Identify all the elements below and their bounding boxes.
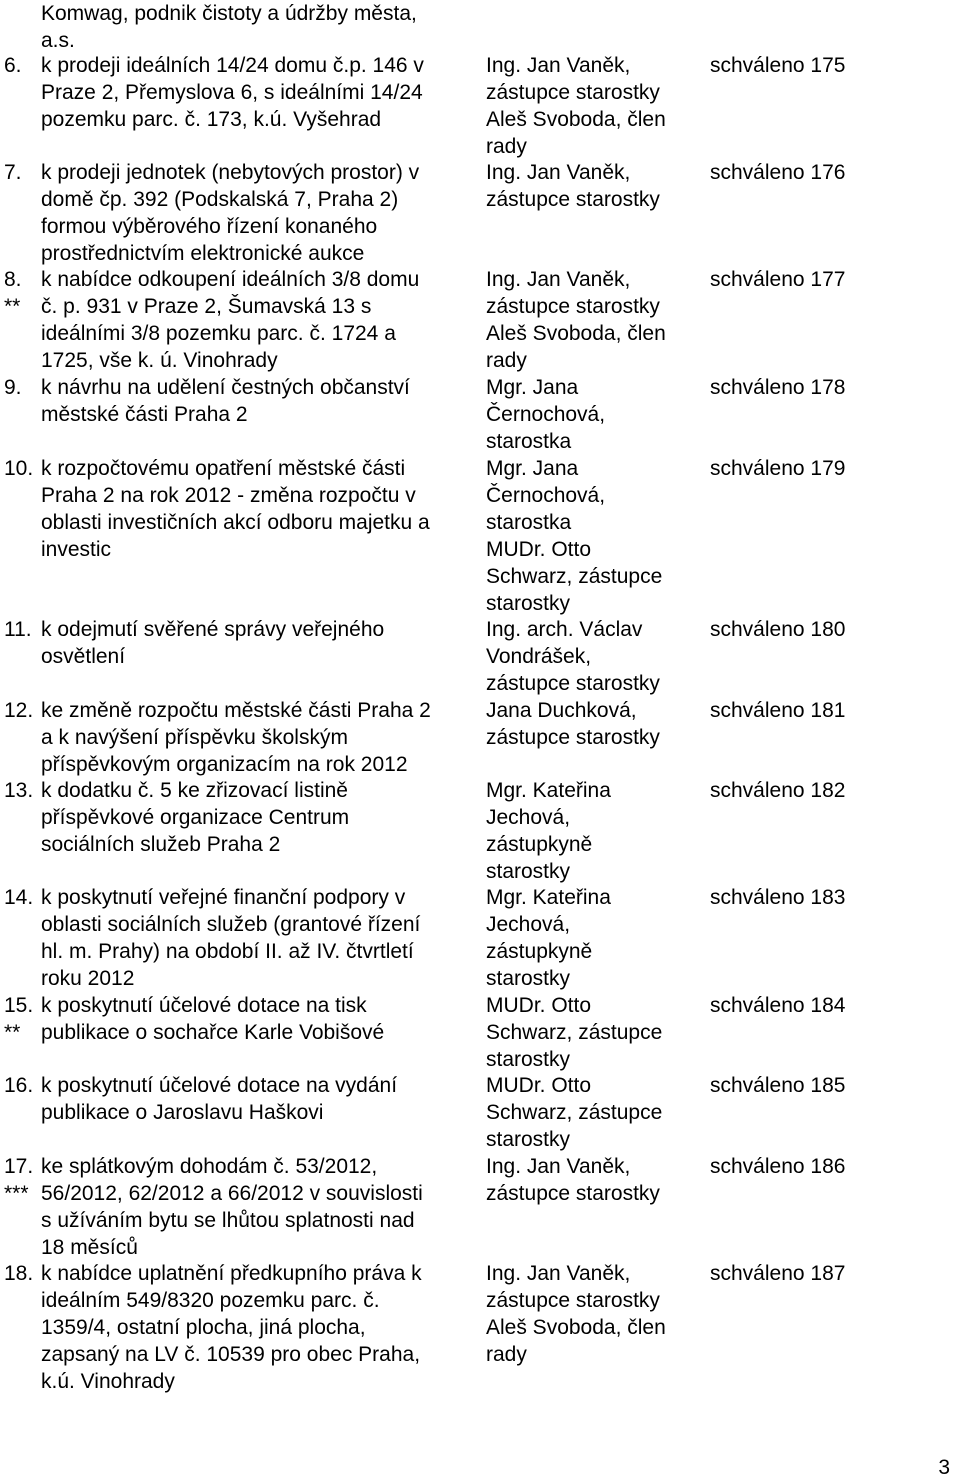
item-presenter: Ing. Jan Vaněk, zástupce starostky Aleš Svoboda, člen rady [486,1262,666,1366]
item-number: 9. [4,376,22,399]
item-result: schváleno 175 [710,54,846,77]
item-result: schváleno 177 [710,268,846,291]
item-subject: ke změně rozpočtu městské části Praha 2 a k navýšení příspěvku školským příspěvkovým organizacím na rok 2012 [41,699,431,776]
item-result: schváleno 186 [710,1155,846,1178]
item-subject: k prodeji jednotek (nebytových prostor) v domě čp. 392 (Podskalská 7, Praha 2) formou výběrového řízení konaného prostřednictvím elektronické aukce [41,161,420,265]
item-subject: k nabídce uplatnění předkupního práva k ideálním 549/8320 pozemku parc. č. 1359/4, ostatní plocha, jiná plocha, zapsaný na LV č. 10539 pro obec Praha, k.ú. Vinohrady [41,1262,422,1393]
item-result: schváleno 185 [710,1074,846,1097]
item-number: 13. [4,779,34,802]
item-number: 12. [4,699,34,722]
item-result: schváleno 181 [710,699,846,722]
item-presenter: Mgr. Jana Černochová, starostka MUDr. Otto Schwarz, zástupce starostky [486,457,663,615]
item-subject: k odejmutí svěřené správy veřejného osvětlení [41,618,385,668]
item-presenter: Ing. Jan Vaněk, zástupce starostky Aleš Svoboda, člen rady [486,54,666,158]
item-presenter: Mgr. Jana Černochová, starostka [486,376,606,453]
item-presenter: Mgr. Kateřina Jechová, zástupkyně starostky [486,779,611,883]
page-number: 3 [938,1456,950,1479]
item-number: 18. [4,1262,34,1285]
item-number: 6. [4,54,22,77]
item-number: 15. ** [4,994,34,1044]
item-result: schváleno 184 [710,994,846,1017]
item-presenter: Jana Duchková, zástupce starostky [486,699,660,749]
item-presenter: Ing. Jan Vaněk, zástupce starostky Aleš Svoboda, člen rady [486,268,666,372]
item-subject: k poskytnutí účelové dotace na tisk publikace o sochařce Karle Vobišové [41,994,385,1044]
item-result: schváleno 183 [710,886,846,909]
item-result: schváleno 180 [710,618,846,641]
item-subject: k prodeji ideálních 14/24 domu č.p. 146 v Praze 2, Přemyslova 6, s ideálními 14/24 pozemku parc. č. 173, k.ú. Vyšehrad [41,54,424,131]
item-subject: k poskytnutí účelové dotace na vydání publikace o Jaroslavu Haškovi [41,1074,398,1124]
item-result: schváleno 178 [710,376,846,399]
item-subject: k poskytnutí veřejné finanční podpory v oblasti sociálních služeb (grantové řízení hl. m. Prahy) na období II. až IV. čtvrtletí roku 2012 [41,886,421,990]
item-subject: k dodatku č. 5 ke zřizovací listině příspěvkové organizace Centrum sociálních služeb Praha 2 [41,779,350,856]
item-number: 16. [4,1074,34,1097]
item-subject: k nabídce odkoupení ideálních 3/8 domu č. p. 931 v Praze 2, Šumavská 13 s ideálními 3/8 pozemku parc. č. 1724 a 1725, vše k. ú. Vinohrady [41,268,420,372]
item-number: 17. *** [4,1155,34,1205]
item-subject: k návrhu na udělení čestných občanství městské části Praha 2 [41,376,410,426]
item-result: schváleno 187 [710,1262,846,1285]
item-number: 10. [4,457,34,480]
item-presenter: MUDr. Otto Schwarz, zástupce starostky [486,994,663,1071]
item-presenter: MUDr. Otto Schwarz, zástupce starostky [486,1074,663,1151]
item-number: 11. [4,618,32,641]
item-result: schváleno 176 [710,161,846,184]
item-number: 7. [4,161,22,184]
item-subject: k rozpočtovému opatření městské části Praha 2 na rok 2012 - změna rozpočtu v oblasti investičních akcí odboru majetku a investic [41,457,430,561]
item-presenter: Ing. Jan Vaněk, zástupce starostky [486,1155,660,1205]
item-presenter: Mgr. Kateřina Jechová, zástupkyně starostky [486,886,611,990]
item-result: schváleno 179 [710,457,846,480]
item-presenter: Ing. Jan Vaněk, zástupce starostky [486,161,660,211]
item-result: schváleno 182 [710,779,846,802]
item-number: 8. ** [4,268,22,318]
item-presenter: Ing. arch. Václav Vondrášek, zástupce starostky [486,618,660,695]
item-subject: Komwag, podnik čistoty a údržby města, a.s. [41,2,417,52]
item-subject: ke splátkovým dohodám č. 53/2012, 56/2012, 62/2012 a 66/2012 v souvislosti s užíváním bytu se lhůtou splatnosti nad 18 měsíců [41,1155,423,1259]
item-number: 14. [4,886,34,909]
